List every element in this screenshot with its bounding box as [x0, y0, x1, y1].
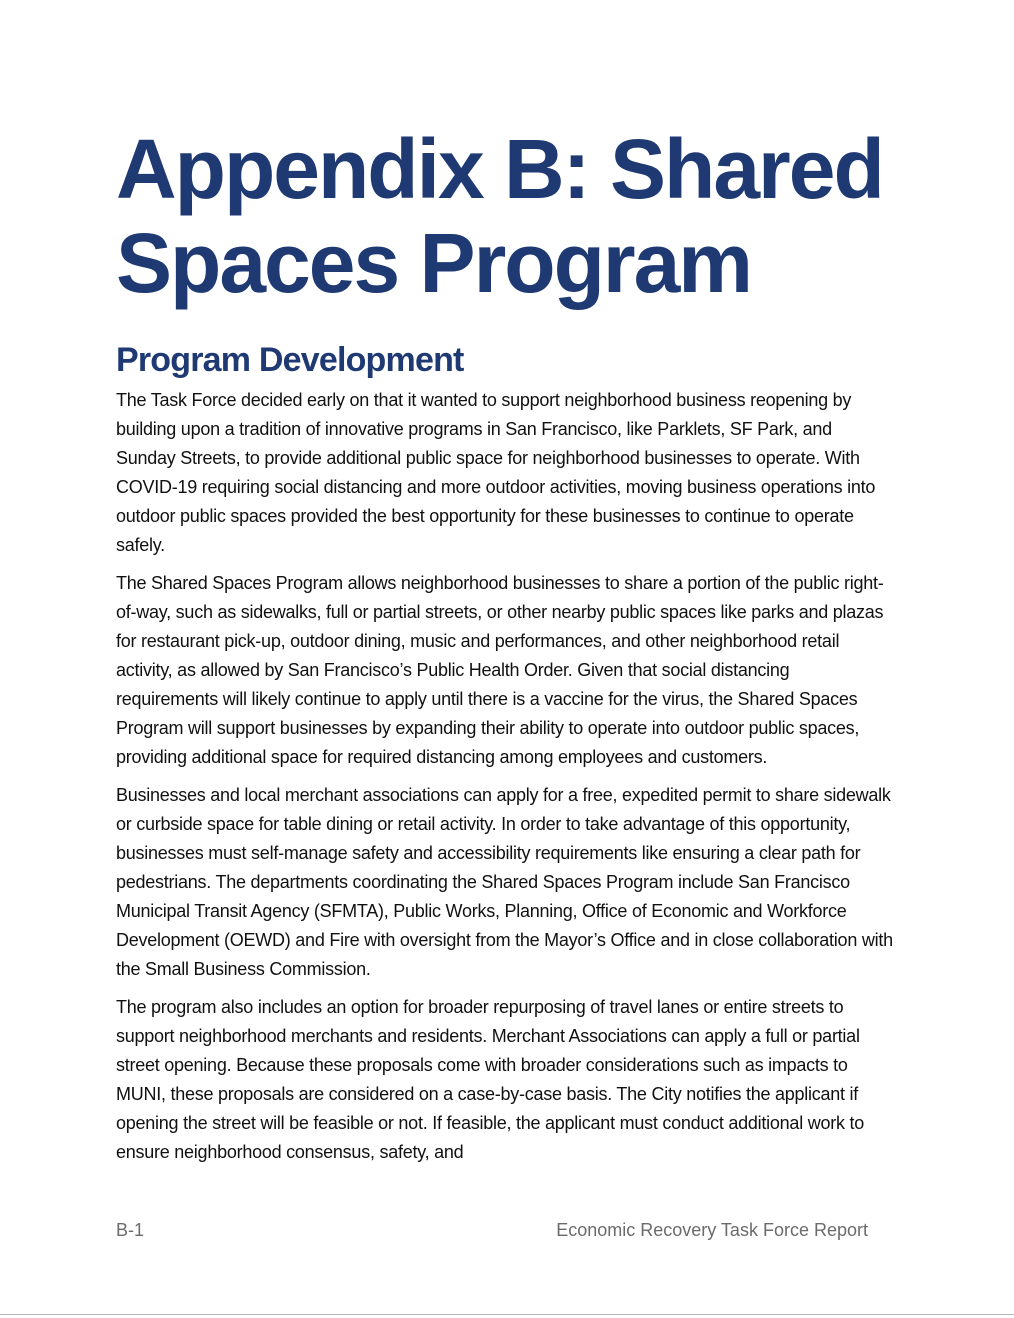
page-title: Appendix B: Shared Spaces Program — [116, 122, 883, 310]
document-page — [116, 122, 896, 1176]
paragraph-4: The program also includes an option for broader repurposing of travel lanes or entire streets to support neighborhood merchants and residents. Merchant Associations can apply a full or partial street opening. Because these proposals come with broader considerations such as impacts to MUNI, these proposals are considered on a case-by-case basis. The City notifies the applicant if opening the street will be feasible or not. If feasible, the applicant must conduct additional work to ensure neighborhood consensus, safety, and — [116, 997, 864, 1162]
page-footer — [116, 1220, 868, 1241]
page-number: B-1 — [116, 1220, 145, 1240]
report-title: Economic Recovery Task Force Report — [556, 1220, 868, 1240]
section-heading: Program Development — [116, 341, 464, 379]
paragraph-1: The Task Force decided early on that it wanted to support neighborhood business reopening by building upon a tradition of innovative programs in San Francisco, like Parklets, SF Park, and Sunday Streets, to provide additional public space for neighborhood businesses to operate. With COVID-19 requiring social distancing and more outdoor activities, moving business operations into outdoor public spaces provided the best opportunity for these businesses to continue to operate safely. — [116, 390, 876, 555]
paragraph-3: Businesses and local merchant associations can apply for a free, expedited permit to share sidewalk or curbside space for table dining or retail activity. In order to take advantage of this opportunity, businesses must self-manage safety and accessibility requirements like ensuring a clear path for pedestrians. The departments coordinating the Shared Spaces Program include San Francisco Municipal Transit Agency (SFMTA), Public Works, Planning, Office of Economic and Workforce Development (OEWD) and Fire with oversight from the Mayor’s Office and in close collaboration with the Small Business Commission. — [116, 785, 893, 979]
page-bottom-divider — [0, 1314, 1014, 1315]
paragraph-2: The Shared Spaces Program allows neighborhood businesses to share a portion of the public right-of-way, such as sidewalks, full or partial streets, or other nearby public spaces like parks and plazas for restaurant pick-up, outdoor dining, music and performances, and other neighborhood retail activity, as allowed by San Francisco’s Public Health Order. Given that social distancing requirements will likely continue to apply until there is a vaccine for the virus, the Shared Spaces Program will support businesses by expanding their ability to operate into outdoor public spaces, providing additional space for required distancing among employees and customers. — [116, 573, 884, 767]
